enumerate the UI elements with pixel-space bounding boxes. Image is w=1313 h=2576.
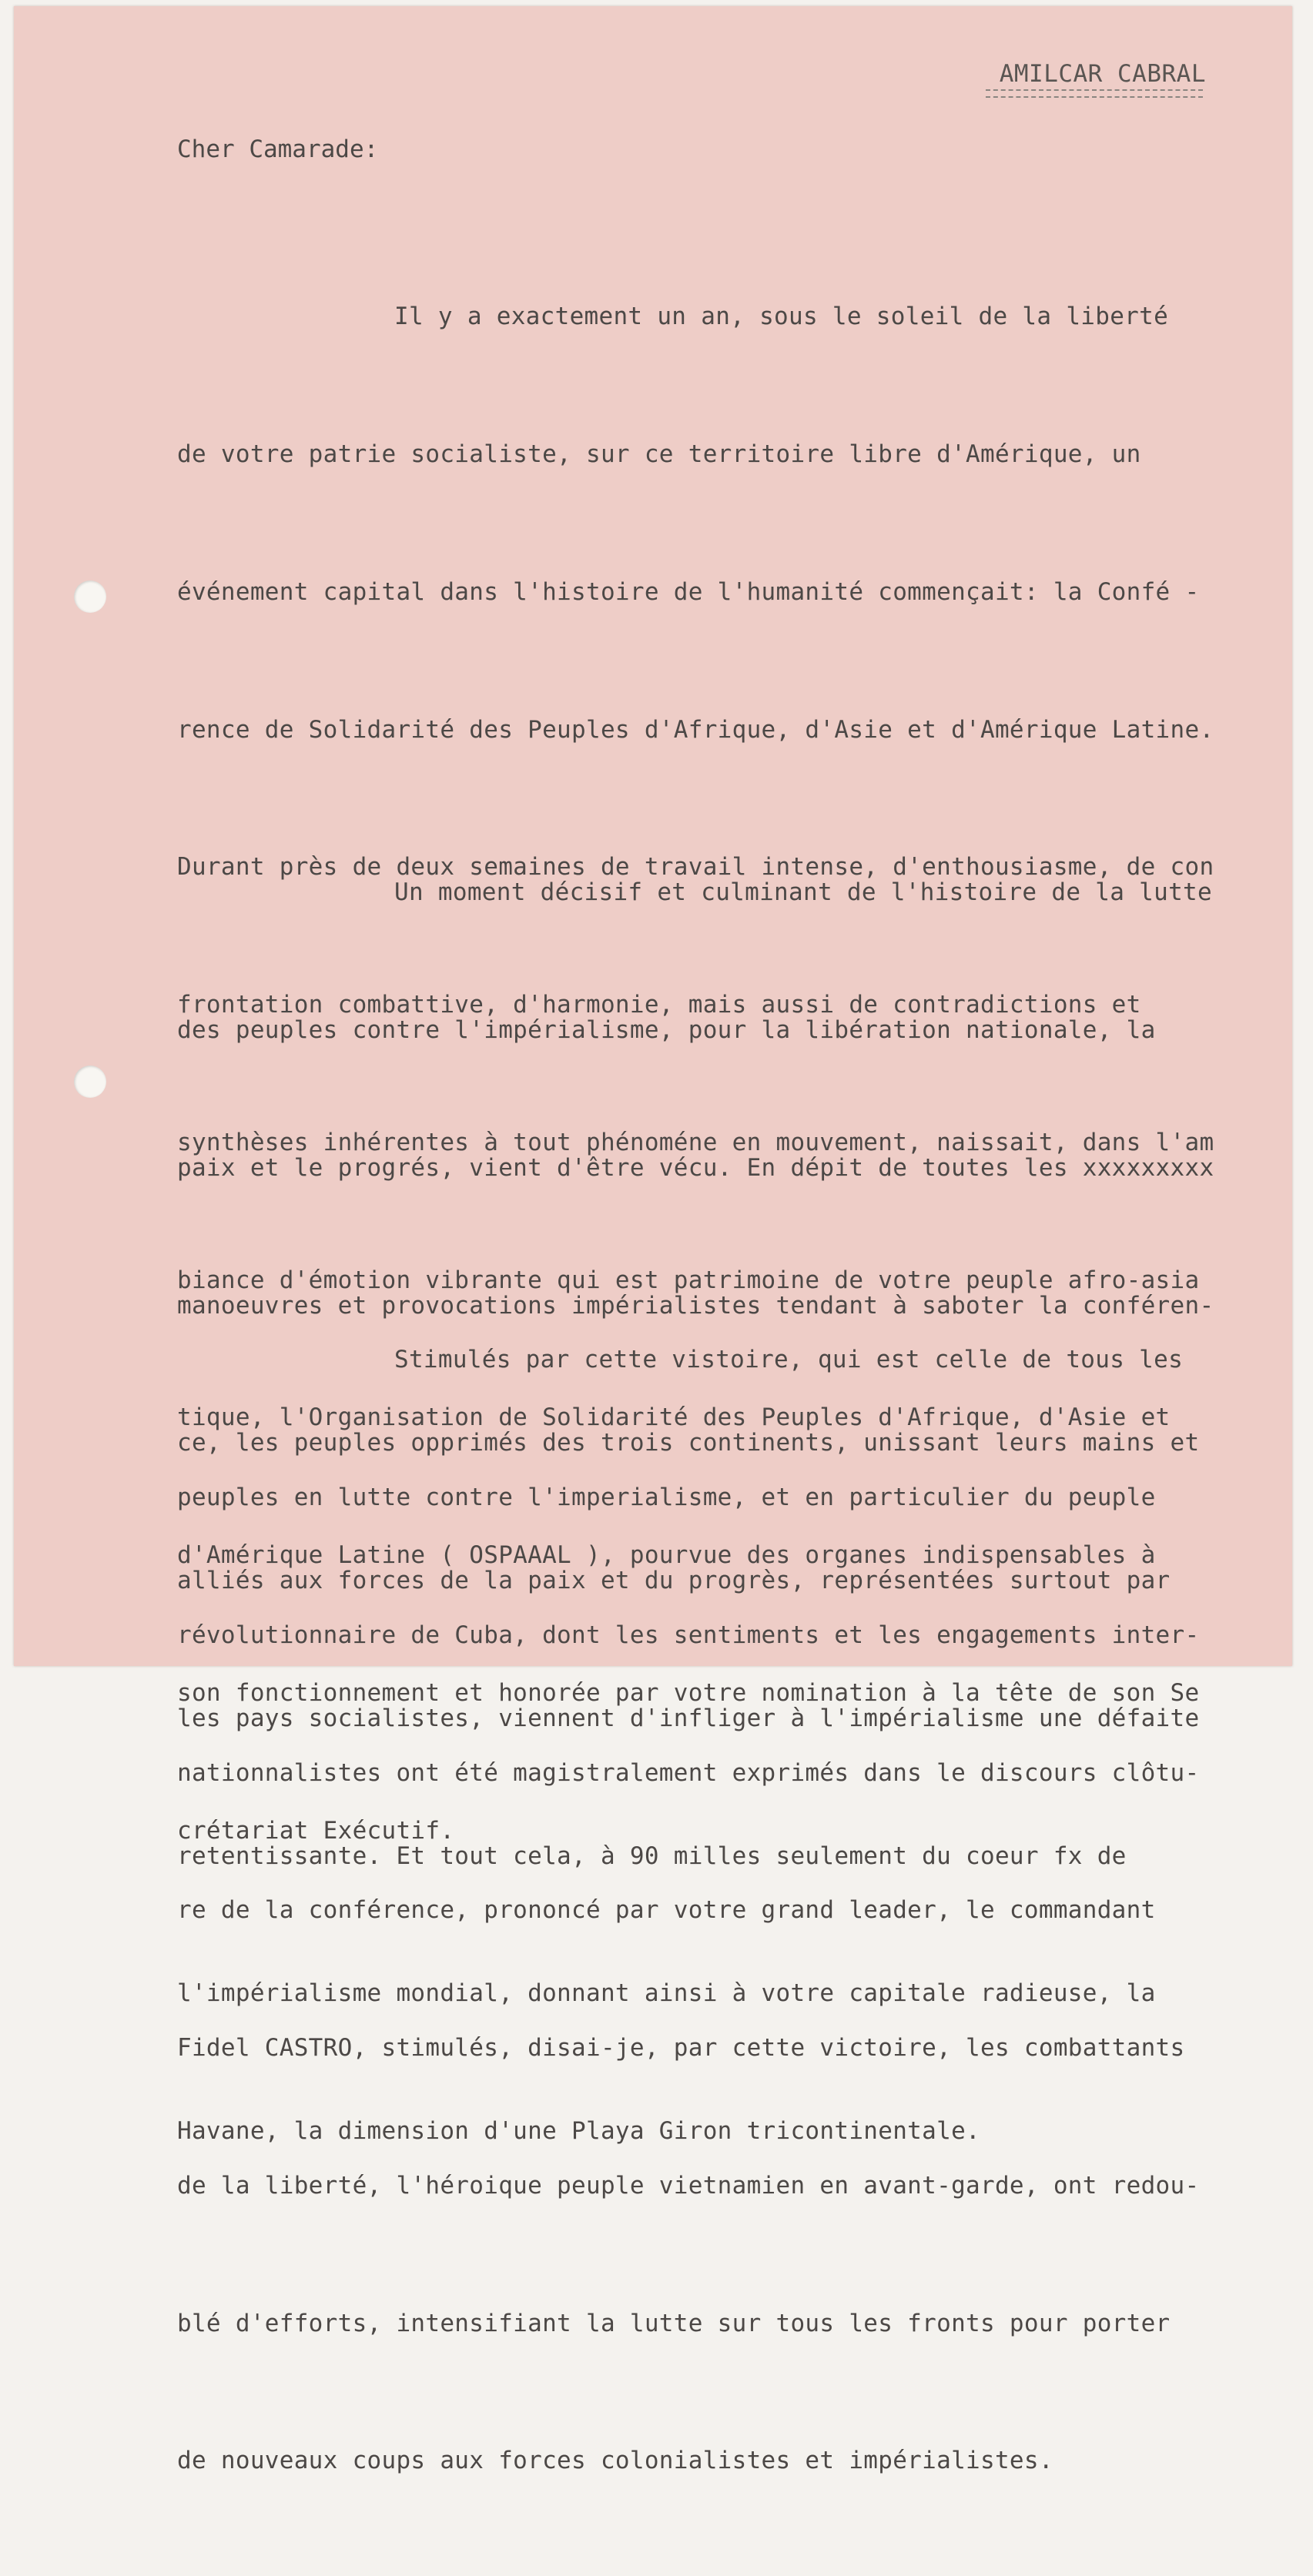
text-line: son fonctionnement et honorée par votre nomination à la tête de son Se bbox=[177, 1679, 1200, 1707]
text-line: l'impérialisme mondial, donnant ainsi à votre capitale radieuse, la bbox=[177, 1979, 1156, 2008]
punch-hole-upper bbox=[74, 580, 106, 613]
text-line: peuples en lutte contre l'imperialisme, et en particulier du peuple bbox=[177, 1483, 1156, 1511]
text-line: de la liberté, l'héroique peuple vietnamien en avant-garde, ont redou- bbox=[177, 2171, 1200, 2200]
salutation: Cher Camarade: bbox=[177, 135, 379, 163]
text-line: crétariat Exécutif. bbox=[177, 1816, 455, 1845]
text-line: Un moment décisif et culminant de l'histoire de la lutte bbox=[394, 878, 1212, 907]
text-line: Durant près de deux semaines de travail intense, d'enthousiasme, de con bbox=[177, 853, 1214, 882]
punch-hole-lower bbox=[74, 1066, 106, 1098]
text-line: retentissante. Et tout cela, à 90 milles seulement du coeur fx de bbox=[177, 1842, 1127, 1870]
text-line: biance d'émotion vibrante qui est patrimoine de votre peuple afro-asia bbox=[177, 1266, 1200, 1294]
text-line: nationnalistes ont été magistralement exprimés dans le discours clôtu- bbox=[177, 1758, 1200, 1787]
text-line: d'Amérique Latine ( OSPAAAL ), pourvue des organes indispensables à bbox=[177, 1541, 1156, 1570]
text-line: manoeuvres et provocations impérialistes tendant à saboter la conféren- bbox=[177, 1291, 1214, 1320]
text-line: Stimulés par cette vistoire, qui est celle de tous les bbox=[394, 1346, 1184, 1374]
text-line: ce, les peuples opprimés des trois continents, unissant leurs mains et bbox=[177, 1429, 1200, 1457]
text-line: tique, l'Organisation de Solidarité des Peuples d'Afrique, d'Asie et bbox=[177, 1403, 1171, 1432]
author-header-underline bbox=[986, 89, 1203, 98]
text-line: révolutionnaire de Cuba, dont les sentiments et les engagements inter- bbox=[177, 1621, 1200, 1649]
text-line: des peuples contre l'impérialisme, pour la libération nationale, la bbox=[177, 1015, 1156, 1044]
text-line: Havane, la dimension d'une Playa Giron tricontinentale. bbox=[177, 2117, 980, 2146]
text-line: blé d'efforts, intensifiant la lutte sur tous les fronts pour porter bbox=[177, 2309, 1171, 2337]
text-line: de votre patrie socialiste, sur ce territoire libre d'Amérique, un bbox=[177, 440, 1141, 468]
letter-page bbox=[14, 6, 1292, 2475]
text-line: frontation combattive, d'harmonie, mais aussi de contradictions et bbox=[177, 991, 1141, 1019]
text-line: de nouveaux coups aux forces colonialistes et impérialistes. bbox=[177, 2447, 1053, 2475]
text-line: alliés aux forces de la paix et du progrès, représentées surtout par bbox=[177, 1567, 1171, 1595]
text-line: re de la conférence, prononcé par votre grand leader, le commandant bbox=[177, 1896, 1156, 1925]
text-line: Il y a exactement un an, sous le soleil de la liberté bbox=[394, 303, 1169, 331]
text-line: événement capital dans l'histoire de l'humanité commençait: la Confé - bbox=[177, 577, 1200, 606]
text-line: synthèses inhérentes à tout phénoméne en mouvement, naissait, dans l'am bbox=[177, 1128, 1214, 1156]
text-line: Fidel CASTRO, stimulés, disai-je, par cette victoire, les combattants bbox=[177, 2034, 1185, 2062]
text-line: paix et le progrés, vient d'être vécu. En dépit de toutes les xxxxxxxxx bbox=[177, 1153, 1214, 1182]
author-header: AMILCAR CABRAL bbox=[999, 60, 1206, 88]
text-line: les pays socialistes, viennent d'infliger à l'impérialisme une défaite bbox=[177, 1704, 1200, 1732]
text-line: rence de Solidarité des Peuples d'Afrique, d'Asie et d'Amérique Latine. bbox=[177, 715, 1214, 744]
paragraph-3 bbox=[177, 1246, 1309, 2576]
